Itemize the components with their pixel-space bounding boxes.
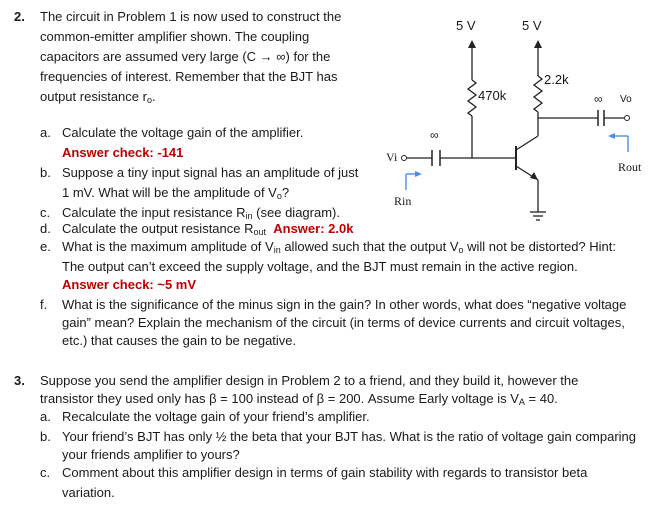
part-c-text: Calculate the input resistance $R_{in}$ (see diagram). (62, 205, 340, 221)
p3-part-b-marker: b. (40, 429, 51, 444)
p3-part-c-line-1: Comment about this amplifier design in terms of gain stability with regards to transistor beta (62, 465, 588, 480)
part-f-line-3: etc.) that causes the gain to be negative. (62, 333, 297, 348)
part-e-marker: e. (40, 239, 51, 254)
part-e-line-2: The output can’t exceed the supply voltage, and the BJT must remain in the active region. (62, 259, 578, 274)
p3-part-a-marker: a. (40, 409, 51, 424)
p3-part-c-line-2: variation. (62, 485, 115, 500)
rin-label: Rin (394, 194, 412, 208)
problem-3-number: 3. (14, 373, 25, 388)
amplifier-circuit-diagram (0, 0, 666, 240)
part-d-marker: d. (40, 221, 51, 236)
part-d-answer: Answer: 2.0k (273, 221, 354, 236)
rc-label: 2.2k (544, 72, 569, 87)
part-f-marker: f. (40, 297, 48, 312)
problem-2-number: 2. (14, 9, 25, 24)
part-b-line-2: 1 mV. What will be the amplitude of $V_o$? (62, 185, 290, 201)
p3-part-b-line-2: your friends amplifier to yours? (62, 447, 240, 462)
part-e-line-1: What is the maximum amplitude of $V_{in}$ allowed such that the output $V_o$ will not be distorted? Hint: (62, 239, 616, 255)
output-cap-label: ∞ (594, 92, 603, 106)
vi-label: Vi (386, 150, 398, 164)
part-f-line-1: What is the significance of the minus sign in the gain? In other words, what does “negative voltage (62, 297, 627, 312)
intro-line-3: capacitors are assumed very large (C → ∞) for the (40, 49, 331, 64)
p3-part-c-marker: c. (40, 465, 51, 480)
part-f-line-2: gain” mean? Explain the mechanism of the circuit (in terms of device currents and circuit voltages, (62, 315, 625, 330)
vo-label: Vo (620, 94, 632, 105)
intro-line-1: The circuit in Problem 1 is now used to construct the (40, 9, 342, 24)
rb-label: 470k (478, 88, 507, 103)
problem-3-intro-line-2: transistor they used only has β = 100 instead of β = 200. Assume Early voltage is $V_A = 40$. (40, 391, 558, 407)
supply-right-label: 5 V (522, 18, 542, 33)
intro-line-2: common-emitter amplifier shown. The coupling (40, 29, 310, 44)
intro-line-4: frequencies of interest. Remember that the BJT has (40, 69, 338, 84)
part-d-text: Calculate the output resistance $R_{out}$ Answer: 2.0k (62, 221, 354, 237)
part-b-marker: b. (40, 165, 51, 180)
supply-left-label: 5 V (456, 18, 476, 33)
part-b-line-1: Suppose a tiny input signal has an amplitude of just (62, 165, 359, 180)
rout-label: Rout (618, 160, 642, 174)
part-a-text: Calculate the voltage gain of the amplifier. (62, 125, 304, 140)
part-c-marker: c. (40, 205, 51, 220)
problem-3-intro-line-1: Suppose you send the amplifier design in Problem 2 to a friend, and they build it, however the (40, 373, 579, 388)
input-cap-label: ∞ (430, 128, 439, 142)
part-a-marker: a. (40, 125, 51, 140)
p3-part-a-text: Recalculate the voltage gain of your friend’s amplifier. (62, 409, 370, 424)
part-a-answer: Answer check: -141 (62, 145, 184, 160)
part-e-answer: Answer check: ~5 mV (62, 277, 197, 292)
p3-part-b-line-1: Your friend’s BJT has only ½ the beta that your BJT has. What is the ratio of voltage gain comparing (62, 429, 637, 444)
circuit-wiring (0, 0, 666, 240)
intro-line-5: output resistance $r_o$. (40, 89, 156, 105)
